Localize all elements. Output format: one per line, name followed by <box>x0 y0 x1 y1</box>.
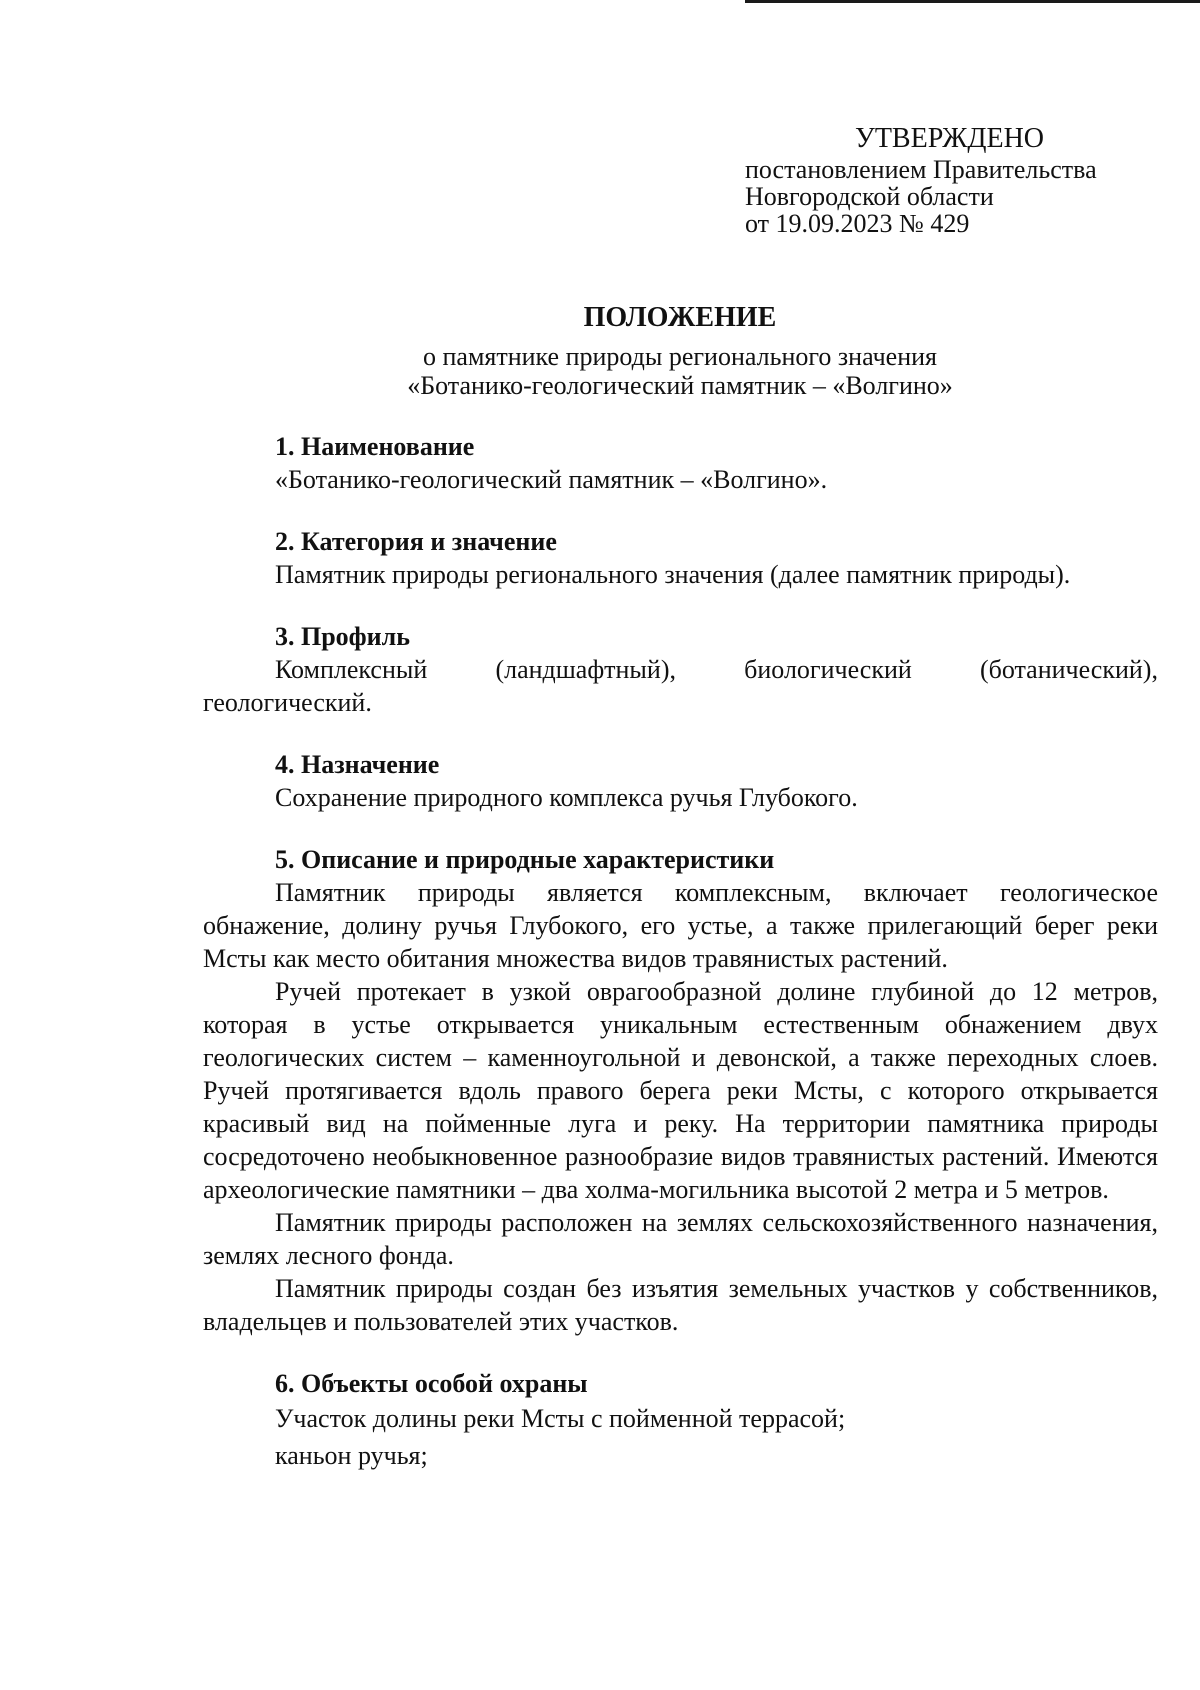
section-text: Памятник природы регионального значения (далее памятник природы). <box>275 560 1071 589</box>
section-profile <box>203 620 1158 719</box>
paragraph: Памятник природы расположен на землях сельскохозяйственного назначения, землях лесного фонда. <box>203 1208 1158 1270</box>
section-protected-objects <box>203 1367 1158 1474</box>
profile-word: биологический <box>744 655 912 684</box>
list-item: каньон ручья; <box>275 1441 428 1470</box>
approval-line-3: от 19.09.2023 № 429 <box>745 209 970 238</box>
document-subtitle-2: «Ботанико-геологический памятник – «Волгино» <box>407 371 953 400</box>
approval-stamp-block <box>745 122 1175 237</box>
profile-word: (ландшафтный), <box>495 655 676 684</box>
profile-tail: геологический. <box>203 688 372 717</box>
document-title: ПОЛОЖЕНИЕ <box>583 302 777 333</box>
section-category <box>203 525 1158 591</box>
section-description <box>203 843 1158 1338</box>
profile-line <box>203 653 1158 686</box>
paragraph: Памятник природы является комплексным, включает геологическое обнажение, долину ручья Глубокого, его устье, а также прилегающий берег реки Мсты как место обитания множества видов травянистых растений. <box>203 878 1158 973</box>
section-heading: 5. Описание и природные характеристики <box>275 845 775 874</box>
section-heading: 6. Объекты особой охраны <box>275 1369 588 1398</box>
section-purpose <box>203 748 1158 814</box>
approval-line-2: Новгородской области <box>745 182 994 211</box>
section-name <box>203 430 1158 496</box>
paragraph: Памятник природы создан без изъятия земельных участков у собственников, владельцев и пользователей этих участков. <box>203 1274 1158 1336</box>
paragraph: Ручей протекает в узкой оврагообразной долине глубиной до 12 метров, которая в устье открывается уникальным естественным обнажением двух геологических систем – каменноугольной и девонской, а также переходных слоев. Ручей протягивается вдоль правого берега реки Мсты, с которого открывается красивый вид на пойменные луга и реку. На территории памятника природы сосредоточено необыкновенное разнообразие видов травянистых растений. Имеются археологические памятники – два холма-могильника высотой 2 метра и 5 метров. <box>203 977 1158 1204</box>
profile-word: Комплексный <box>275 655 428 684</box>
section-heading: 3. Профиль <box>275 622 410 651</box>
section-heading: 1. Наименование <box>275 432 475 461</box>
section-heading: 2. Категория и значение <box>275 527 557 556</box>
section-text: Сохранение природного комплекса ручья Глубокого. <box>275 783 858 812</box>
profile-word: (ботанический), <box>979 655 1158 684</box>
approved-label: УТВЕРЖДЕНО <box>855 123 1045 154</box>
section-heading: 4. Назначение <box>275 750 440 779</box>
list-item: Участок долины реки Мсты с пойменной террасой; <box>275 1404 846 1433</box>
scan-edge-line <box>745 0 1200 3</box>
approval-line-1: постановлением Правительства <box>745 155 1097 184</box>
section-text: «Ботанико-геологический памятник – «Волгино». <box>275 465 828 494</box>
document-subtitle-1: о памятнике природы регионального значения <box>422 342 937 371</box>
document-body <box>203 430 1158 1503</box>
document-title-block <box>200 300 1160 400</box>
